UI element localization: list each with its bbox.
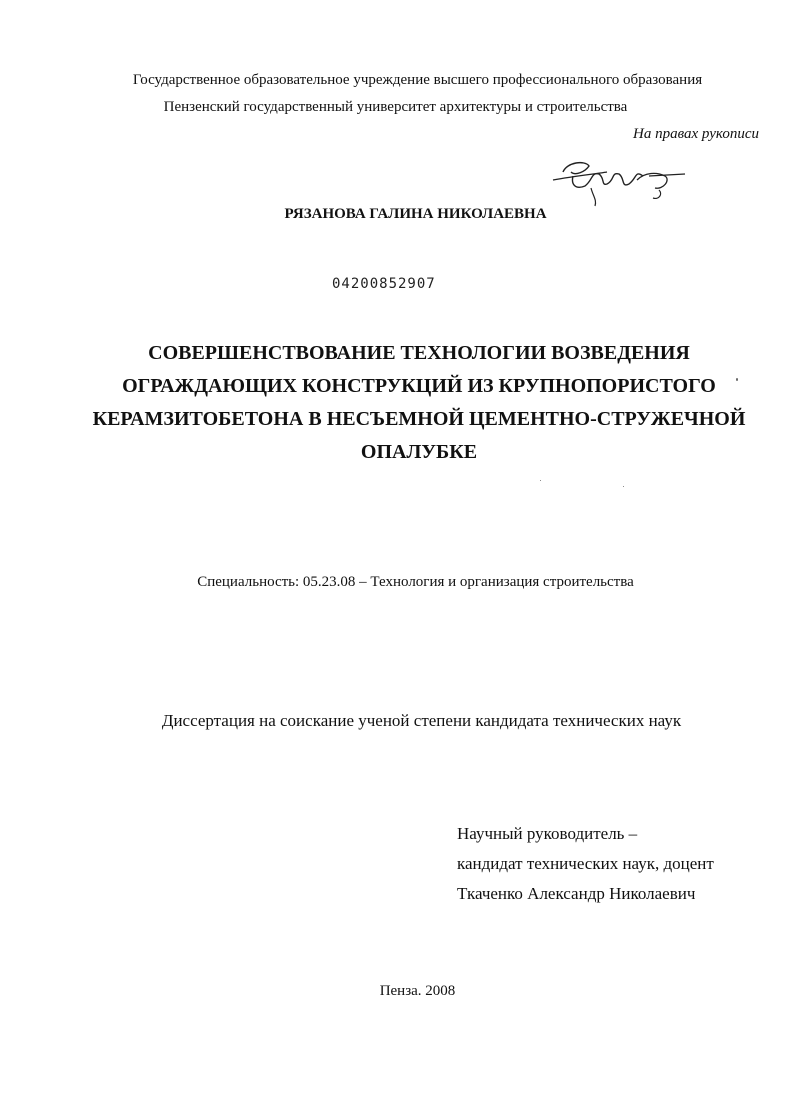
supervisor-role: Научный руководитель – xyxy=(457,824,638,843)
manuscript-rights-note: На правах рукописи xyxy=(633,126,759,142)
title-line-1: СОВЕРШЕНСТВОВАНИЕ ТЕХНОЛОГИИ ВОЗВЕДЕНИЯ xyxy=(148,342,690,364)
author-signature xyxy=(545,150,695,210)
dissertation-degree: Диссертация на соискание ученой степени кандидата технических наук xyxy=(161,711,682,730)
city-year: Пенза. 2008 xyxy=(379,983,456,999)
scan-speck xyxy=(540,480,541,481)
catalog-code: 04200852907 xyxy=(332,276,436,292)
scan-speck xyxy=(623,486,624,487)
supervisor-name: Ткаченко Александр Николаевич xyxy=(457,884,696,903)
dissertation-title xyxy=(0,337,795,469)
title-line-2: ОГРАЖДАЮЩИХ КОНСТРУКЦИЙ ИЗ КРУПНОПОРИСТОГО xyxy=(122,375,716,397)
specialty: Специальность: 05.23.08 – Технология и организация строительства xyxy=(197,574,634,590)
author-name: РЯЗАНОВА ГАЛИНА НИКОЛАЕВНА xyxy=(284,206,547,222)
title-line-3: КЕРАМЗИТОБЕТОНА В НЕСЪЕМНОЙ ЦЕМЕНТНО-СТРУЖЕЧНОЙ xyxy=(92,408,746,430)
scan-speck xyxy=(736,378,738,381)
supervisor-block xyxy=(457,819,714,909)
supervisor-degree: кандидат технических наук, доцент xyxy=(457,854,714,873)
title-line-4: ОПАЛУБКЕ xyxy=(360,441,478,463)
organization-line-2: Пензенский государственный университет архитектуры и строительства xyxy=(163,99,628,115)
organization-line-1: Государственное образовательное учреждение высшего профессионального образования xyxy=(132,72,703,88)
